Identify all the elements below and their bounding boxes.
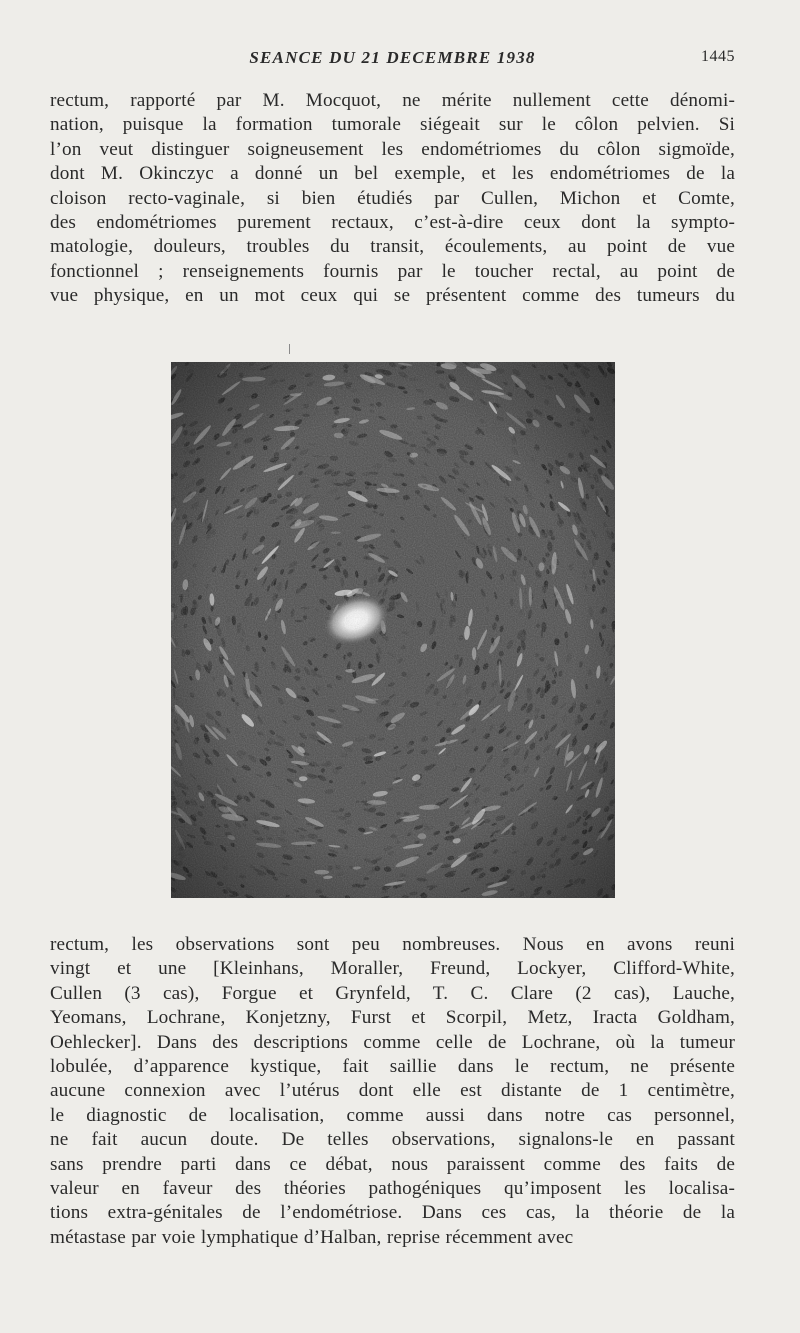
text-line: ne fait aucun doute. De telles observations, signalons-le en passant [50,1129,735,1151]
text-line: cloison recto-vaginale, si bien étudiés par Cullen, Michon et Comte, [50,187,735,209]
page-number: 1445 [701,48,735,65]
text-line: le diagnostic de localisation, comme aussi dans notre cas personnel, [50,1104,735,1126]
text-line: tions extra-génitales de l’endométriose. Dans ces cas, la théorie de la [50,1202,735,1224]
micrograph-image [171,362,615,898]
page-header [50,44,735,74]
text-line: sans prendre parti dans ce débat, nous paraissent comme des faits de [50,1153,735,1175]
paragraph-bottom [50,933,735,1250]
text-line: Oehlecker]. Dans des descriptions comme celle de Lochrane, où la tumeur [50,1031,735,1053]
text-line: nation, puisque la formation tumorale siégeait sur le côlon pelvien. Si [50,114,735,136]
text-line: dont M. Okinczyc a donné un bel exemple, et les endométriomes de la [50,163,735,185]
text-line: matologie, douleurs, troubles du transit, écoulements, au point de vue [50,236,735,258]
text-line: vue physique, en un mot ceux qui se présentent comme des tumeurs du [50,285,735,307]
micrograph-svg [171,362,615,898]
text-line: rectum, rapporté par M. Mocquot, ne mérite nullement cette dénomi- [50,90,735,111]
text-line: métastase par voie lymphatique d’Halban, reprise récemment avec [50,1226,574,1248]
printer-mark [289,344,290,354]
text-line: des endométriomes purement rectaux, c’est-à-dire ceux dont la sympto- [50,212,735,234]
text-line: lobulée, d’apparence kystique, fait saillie dans le rectum, ne présente [50,1056,735,1078]
text-line: rectum, les observations sont peu nombreuses. Nous en avons reuni [50,934,735,955]
text-line: Yeomans, Lochrane, Konjetzny, Furst et Scorpil, Metz, Iracta Goldham, [50,1007,735,1029]
running-title: SEANCE DU 21 DECEMBRE 1938 [249,48,536,67]
paragraph-top [50,89,735,309]
text-line: valeur en faveur des théories pathogéniques qu’imposent les localisa- [50,1178,735,1200]
text-line: Cullen (3 cas), Forgue et Grynfeld, T. C. Clare (2 cas), Lauche, [50,982,735,1004]
text-line: fonctionnel ; renseignements fournis par le toucher rectal, au point de [50,260,735,282]
text-line: vingt et une [Kleinhans, Moraller, Freund, Lockyer, Clifford-White, [50,958,735,980]
text-line: l’on veut distinguer soigneusement les endométriomes du côlon sigmoïde, [50,138,735,160]
text-line: aucune connexion avec l’utérus dont elle est distante de 1 centimètre, [50,1080,735,1102]
